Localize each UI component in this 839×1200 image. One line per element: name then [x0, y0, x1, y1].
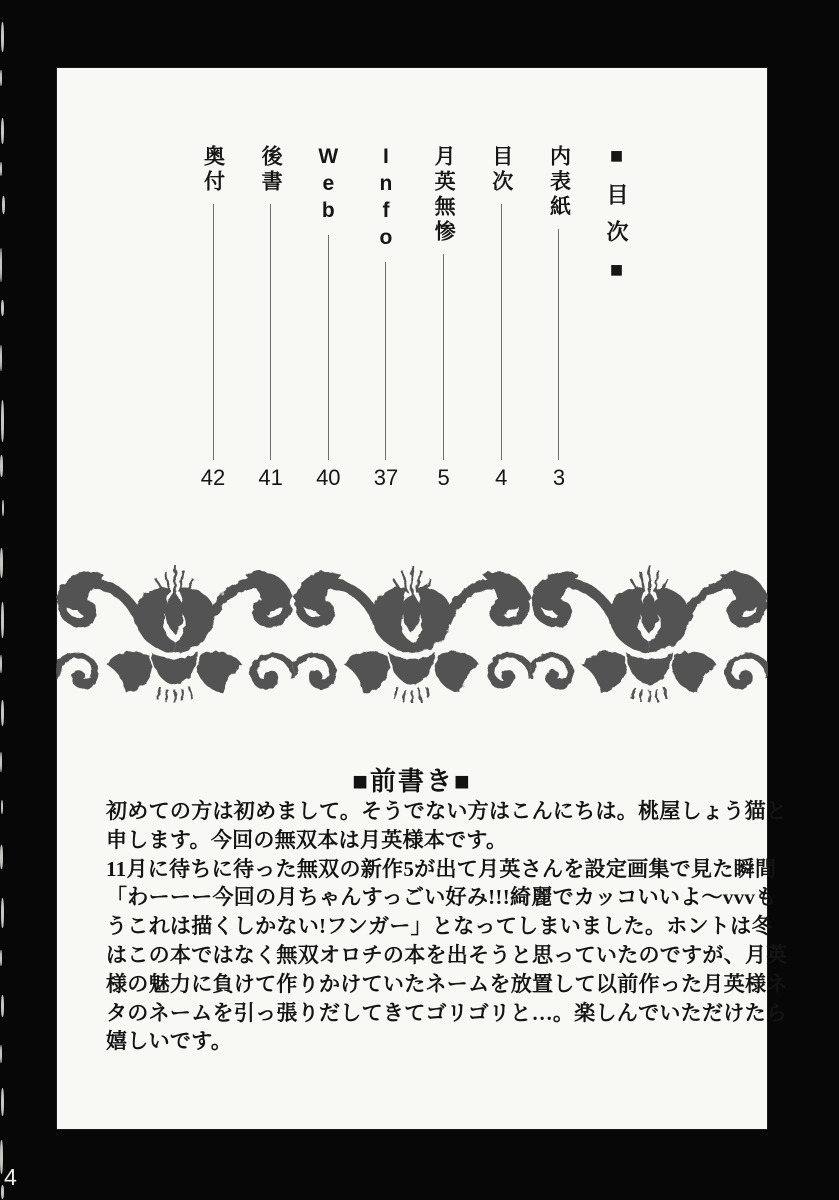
edge-speck	[0, 162, 2, 176]
toc-item-page-number: 37	[373, 465, 399, 490]
toc-item-label: 月英無惨	[432, 145, 456, 245]
scan-edge-texture	[0, 0, 7, 1200]
toc-item	[486, 145, 516, 489]
edge-speck	[0, 655, 2, 673]
edge-speck	[1, 602, 4, 638]
toc-item-label: Web	[316, 145, 340, 226]
toc-item-page-number: 41	[258, 465, 283, 490]
toc-item	[429, 145, 459, 489]
toc-item	[544, 145, 574, 489]
edge-speck	[1, 400, 4, 442]
preface-line: 11月に待ちに待った無双の新作5が出て月英さんを設定画集で見た瞬間	[106, 856, 777, 881]
edge-speck	[0, 548, 3, 578]
preface-title: ■前書き■	[352, 767, 472, 796]
toc-item	[313, 145, 343, 489]
preface-line: 「わーーー今回の月ちゃんすっごい好み!!!綺麗でカッコいいよ～vvvも	[106, 885, 777, 910]
edge-speck	[1, 22, 4, 52]
toc-item-label: 内表紙	[547, 145, 571, 220]
edge-speck	[0, 70, 2, 86]
preface-line: 様の魅力に負けて作りかけていたネームを放置して以前作った月英様ネ	[106, 971, 788, 996]
edge-speck	[0, 950, 2, 966]
toc-item-page-number: 3	[552, 465, 566, 490]
toc-item	[198, 145, 228, 489]
edge-speck	[0, 248, 2, 282]
toc-item-label: Info	[374, 145, 398, 253]
toc-item-page-number: 4	[495, 465, 508, 490]
printed-page-number: 4	[4, 1164, 17, 1190]
edge-speck	[2, 196, 5, 214]
toc-item-page-number: 40	[316, 465, 341, 490]
toc-leader-line	[270, 204, 271, 460]
preface-line: うこれは描くしかない!フンガー」となってしまいました。ホントは冬	[106, 914, 773, 939]
preface-body	[106, 797, 788, 1056]
edge-speck	[1, 700, 4, 726]
edge-speck	[1, 118, 4, 144]
edge-speck	[0, 455, 3, 477]
toc-item	[371, 145, 401, 489]
toc-leader-line	[213, 204, 214, 460]
edge-speck	[1, 800, 3, 814]
toc-item-page-number: 42	[200, 465, 226, 490]
edge-speck	[1, 1088, 4, 1116]
doujin-page	[56, 67, 788, 1130]
edge-speck	[0, 345, 2, 371]
preface-line: 嬉しいです。	[106, 1029, 233, 1054]
toc-title: ■目次■	[604, 143, 629, 297]
toc-item-page-number: 5	[437, 465, 450, 490]
preface-line: はこの本ではなく無双オロチの本を出そうと思っていたのですが、月英	[106, 942, 788, 967]
edge-speck	[0, 845, 3, 869]
floral-ornament-band	[56, 561, 768, 703]
edge-speck	[1, 898, 4, 928]
preface-line: タのネームを引っ張りだしてきてゴリゴリと…。楽しんでいただけたら	[106, 1000, 788, 1025]
preface-line: 初めての方は初めまして。そうでない方はこんにちは。桃屋しょう猫と	[106, 799, 788, 823]
toc-leader-line	[385, 262, 386, 460]
toc-item-label: 目次	[489, 145, 513, 195]
edge-speck	[2, 500, 4, 516]
toc-items	[198, 145, 574, 489]
toc-leader-line	[501, 204, 502, 460]
edge-speck	[0, 752, 2, 772]
toc-leader-line	[328, 235, 329, 460]
edge-speck	[0, 1140, 3, 1174]
toc-leader-line	[443, 254, 444, 460]
toc-leader-line	[558, 229, 559, 460]
toc-item-label: 奥付	[201, 145, 225, 195]
toc-item-label: 後書	[259, 145, 283, 195]
edge-speck	[1, 995, 4, 1017]
preface-line: 申します。今回の無双本は月英様本です。	[106, 827, 508, 852]
edge-speck	[0, 1045, 2, 1063]
edge-speck	[1, 300, 4, 316]
toc-item	[256, 145, 286, 489]
